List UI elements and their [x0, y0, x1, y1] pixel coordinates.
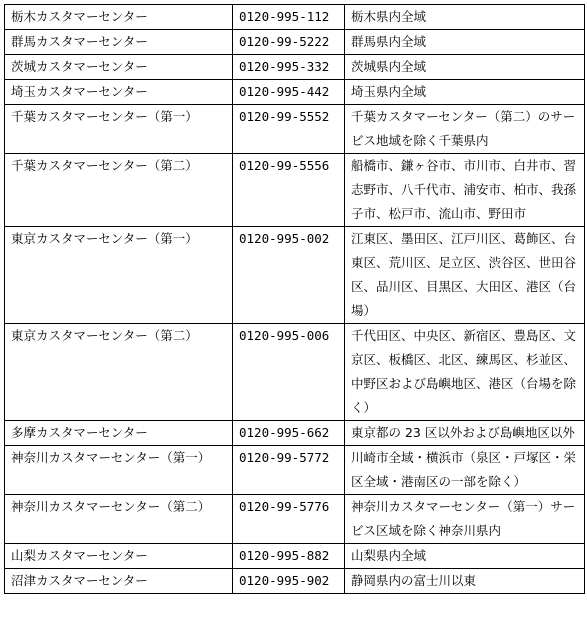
phone-number: 0120-995-006 [233, 324, 345, 421]
center-name: 千葉カスタマーセンター（第二） [5, 154, 233, 227]
service-area: 群馬県内全域 [345, 30, 585, 55]
phone-number: 0120-99-5776 [233, 495, 345, 544]
table-row [5, 446, 585, 495]
table-row [5, 569, 585, 594]
phone-number: 0120-99-5552 [233, 105, 345, 154]
service-area: 川崎市全域・横浜市（泉区・戸塚区・栄区全域・港南区の一部を除く） [345, 446, 585, 495]
customer-center-table [4, 4, 585, 594]
table-row [5, 5, 585, 30]
center-name: 東京カスタマーセンター（第二） [5, 324, 233, 421]
table-row [5, 80, 585, 105]
table-row [5, 105, 585, 154]
phone-number: 0120-995-902 [233, 569, 345, 594]
center-name: 多摩カスタマーセンター [5, 421, 233, 446]
table-row [5, 544, 585, 569]
service-area: 東京都の 23 区以外および島嶼地区以外 [345, 421, 585, 446]
center-name: 神奈川カスタマーセンター（第二） [5, 495, 233, 544]
table-row [5, 55, 585, 80]
center-name: 東京カスタマーセンター（第一） [5, 227, 233, 324]
phone-number: 0120-995-442 [233, 80, 345, 105]
center-name: 埼玉カスタマーセンター [5, 80, 233, 105]
phone-number: 0120-99-5772 [233, 446, 345, 495]
service-area: 神奈川カスタマーセンター（第一）サービス区域を除く神奈川県内 [345, 495, 585, 544]
table-row [5, 421, 585, 446]
phone-number: 0120-995-332 [233, 55, 345, 80]
center-name: 山梨カスタマーセンター [5, 544, 233, 569]
center-name: 沼津カスタマーセンター [5, 569, 233, 594]
table-row [5, 30, 585, 55]
phone-number: 0120-99-5556 [233, 154, 345, 227]
phone-number: 0120-995-882 [233, 544, 345, 569]
service-area: 江東区、墨田区、江戸川区、葛飾区、台東区、荒川区、足立区、渋谷区、世田谷区、品川区、目黒区、大田区、港区（台場） [345, 227, 585, 324]
phone-number: 0120-99-5222 [233, 30, 345, 55]
phone-number: 0120-995-112 [233, 5, 345, 30]
phone-number: 0120-995-002 [233, 227, 345, 324]
center-name: 茨城カスタマーセンター [5, 55, 233, 80]
service-area: 茨城県内全域 [345, 55, 585, 80]
service-area: 栃木県内全域 [345, 5, 585, 30]
table-row [5, 227, 585, 324]
center-name: 群馬カスタマーセンター [5, 30, 233, 55]
center-name: 神奈川カスタマーセンター（第一） [5, 446, 233, 495]
center-name: 栃木カスタマーセンター [5, 5, 233, 30]
service-area: 埼玉県内全域 [345, 80, 585, 105]
service-area: 千代田区、中央区、新宿区、豊島区、文京区、板橋区、北区、練馬区、杉並区、中野区および島嶼地区、港区（台場を除く） [345, 324, 585, 421]
phone-number: 0120-995-662 [233, 421, 345, 446]
service-area: 山梨県内全域 [345, 544, 585, 569]
table-row [5, 154, 585, 227]
service-area: 船橋市、鎌ヶ谷市、市川市、白井市、習志野市、八千代市、浦安市、柏市、我孫子市、松戸市、流山市、野田市 [345, 154, 585, 227]
table-row [5, 495, 585, 544]
service-area: 千葉カスタマーセンター（第二）のサービス地域を除く千葉県内 [345, 105, 585, 154]
center-name: 千葉カスタマーセンター（第一） [5, 105, 233, 154]
service-area: 静岡県内の富士川以東 [345, 569, 585, 594]
table-row [5, 324, 585, 421]
